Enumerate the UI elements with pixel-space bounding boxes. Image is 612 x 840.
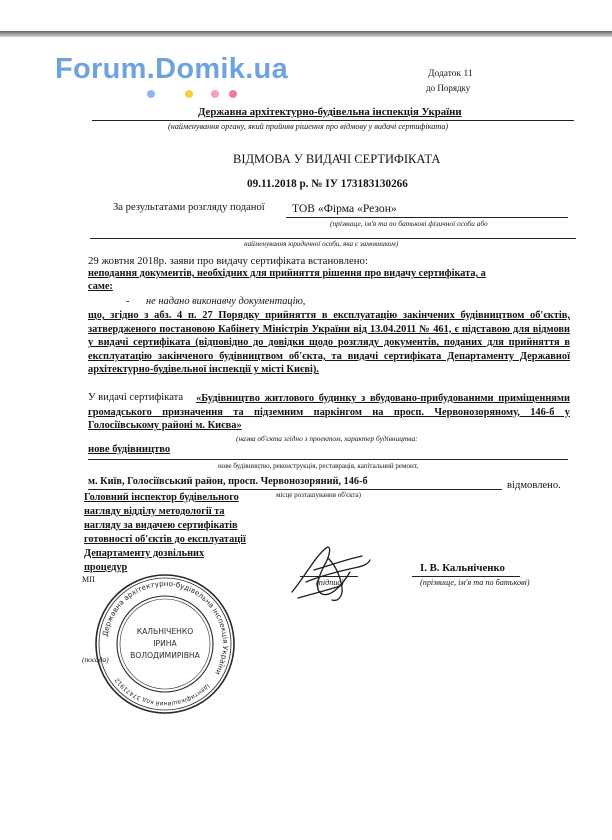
- appendix-reference: до Порядку: [426, 83, 471, 93]
- official-stamp: [93, 572, 237, 716]
- reason-line-2: саме:: [88, 281, 113, 292]
- stamp-center-line-2: ІРИНА: [153, 639, 177, 648]
- signature-caption: (підпис): [316, 578, 344, 587]
- object-name-caption: (назва об'єкта згідно з проектом, характер будівництва:: [236, 434, 418, 443]
- bullet-mark: -: [126, 296, 130, 307]
- watermark-dot: [211, 90, 219, 98]
- position-line-4: готовності об'єктів до експлуатації: [84, 534, 246, 545]
- findings-intro: 29 жовтня 2018р. заяви про видачу сертифіката встановлено:: [88, 255, 368, 267]
- authority-caption: (найменування органу, який прийняв рішення про відмову у видачі сертифіката): [168, 122, 449, 131]
- authority-name: Державна архітектурно-будівельна інспекція України: [198, 106, 462, 118]
- refusal-outcome: відмовлено.: [507, 480, 561, 491]
- watermark-text: Forum.Domik.ua: [55, 53, 288, 85]
- signer-caption: (прізвище, ім'я та по батькові): [420, 578, 530, 587]
- authority-rule: [92, 120, 574, 121]
- stamp-center-line-1: КАЛЬНІЧЕНКО: [136, 627, 194, 636]
- applicant-name: ТОВ «Фірма «Резон»: [292, 202, 397, 215]
- reason-line-1: неподання документів, необхідних для прийняття рішення про видачу сертифіката, а: [88, 268, 486, 279]
- scan-edge-bar: [0, 31, 612, 37]
- object-name: «Будівництво житлового будинку з вбудовано-прибудованими приміщеннями громадського призначення та підземним паркінгом на просп. Червонозоряному, 146-б у Голосіївському районі м. Києва»: [88, 393, 570, 432]
- object-location: м. Київ, Голосіївський район, просп. Червонозоряний, 146-б: [88, 476, 368, 487]
- object-intro: У видачі сертифіката: [88, 392, 184, 403]
- position-caption: (посада): [82, 655, 109, 664]
- handwritten-signature: [284, 538, 374, 608]
- stamp-outer-text: Державна архітектурно-будівельна інспекція України: [100, 578, 231, 677]
- applicant-rule-2: [90, 238, 576, 239]
- construction-type-rule: [88, 459, 568, 460]
- object-location-caption: місце розташування об'єкта): [276, 491, 361, 499]
- signer-name: І. В. Кальніченко: [420, 562, 505, 574]
- construction-type: нове будівництво: [88, 444, 171, 455]
- position-line-6: процедур: [84, 562, 128, 573]
- applicant-rule: [286, 217, 568, 218]
- appendix-label: Додаток 11: [428, 69, 473, 79]
- applicant-caption-company: найменування юридичної особи, яка є замовником): [244, 240, 399, 248]
- position-line-2: нагляду відділу методології та: [84, 506, 225, 517]
- watermark-dot: [229, 90, 237, 98]
- object-location-rule: [88, 489, 502, 490]
- position-line-1: Головний інспектор будівельного: [84, 492, 239, 503]
- construction-type-caption: нове будівництво, реконструкція, реставрація, капітальний ремонт,: [218, 462, 418, 470]
- applicant-caption-person: (прізвище, ім'я та по батькові фізичної особи або: [330, 219, 488, 228]
- position-line-5: Департаменту дозвільних: [84, 548, 205, 559]
- bullet-text: не надано виконавчу документацію,: [146, 296, 306, 307]
- signer-rule: [412, 576, 520, 577]
- applicant-intro: За результатами розгляду поданої: [113, 202, 265, 213]
- seal-mark: МП: [82, 575, 95, 584]
- stamp-center-line-3: ВОЛОДИМИРІВНА: [130, 651, 200, 660]
- watermark-dot: [185, 90, 193, 98]
- document-title: ВІДМОВА У ВИДАЧІ СЕРТИФІКАТА: [233, 152, 441, 166]
- document-date-number: 09.11.2018 р. № ІУ 173183130266: [247, 178, 408, 190]
- watermark-dot: [147, 90, 155, 98]
- stamp-code: Ідентифікаційний код 37471912: [113, 676, 211, 708]
- legal-basis-paragraph: що, згідно з абз. 4 п. 27 Порядку прийняття в експлуатацію закінчених будівництвом об'єктів, затвердженого постановою Кабінету Міністрів України від 13.04.2011 № 461, є підставою для відмови у видачі сертифіката (відповідно до довідки щодо розгляду документів, поданих для прийняття в експлуатацію закінченого будівництвом об'єкта, та видачі сертифіката Департаменту Державної архітектурно-будівельної інспекції у місті Києві).: [88, 310, 570, 376]
- position-line-3: нагляду за видачею сертифікатів: [84, 520, 238, 531]
